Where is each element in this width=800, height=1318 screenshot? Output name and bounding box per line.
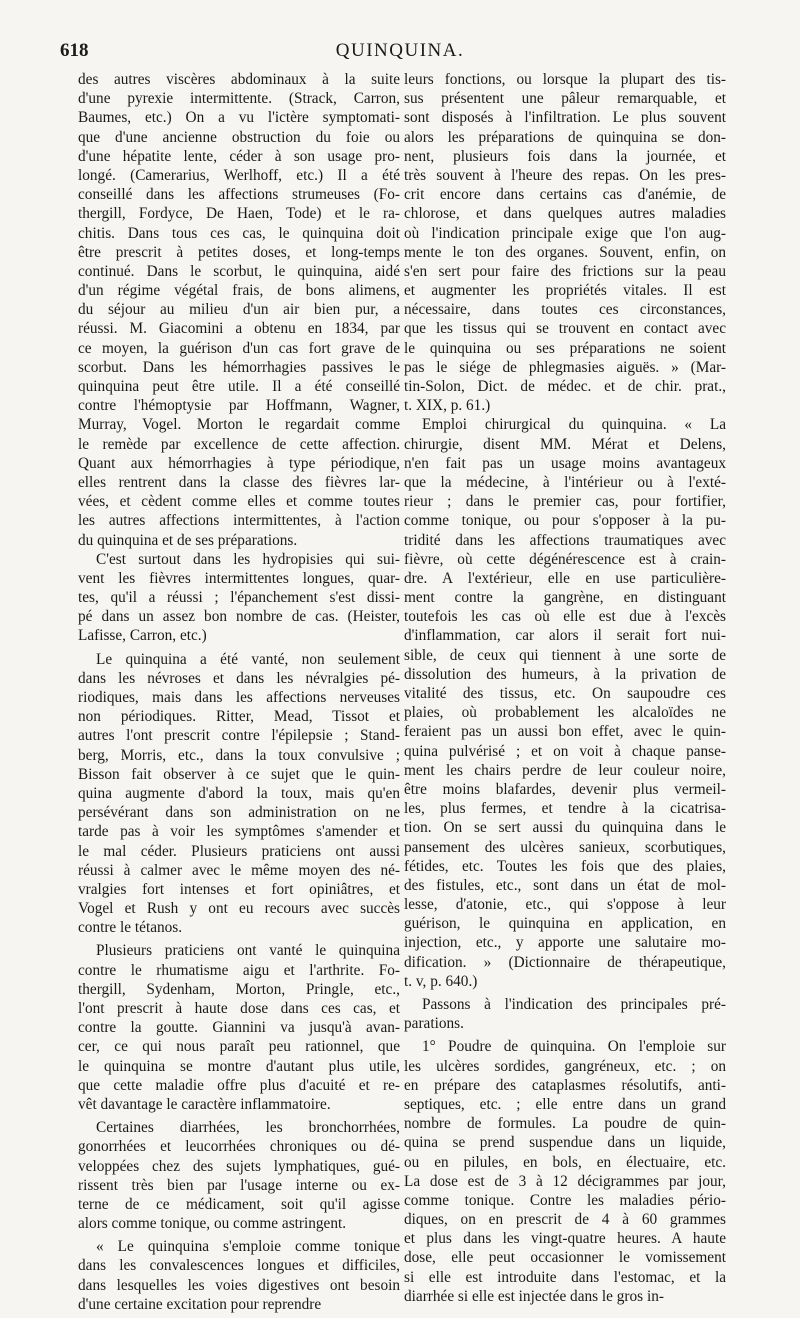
text-line: pas le siége de phlegmasies aiguës. » (Mar-: [404, 358, 726, 376]
text-line: quina pulvérisé ; et on voit à chaque panse-: [404, 742, 726, 760]
text-line: sible, de ceux qui tiennent à une sorte de: [404, 646, 726, 664]
text-line: Murray, Vogel. Morton le regardait comme: [78, 416, 400, 434]
text-line: dification. » (Dictionnaire de thérapeutique,: [404, 953, 726, 971]
text-line: plaies, où probablement les alcaloïdes ne: [404, 704, 726, 722]
text-line: fétides, etc. Toutes les fois que des plaies,: [404, 857, 726, 875]
paragraph: [78, 550, 400, 646]
text-line: être moins blafardes, devenir plus vermeil-: [404, 780, 726, 798]
text-line: n'en fait pas un usage moins avantageux: [404, 454, 726, 472]
text-line: et augmenter les propriétés vitales. Il est: [404, 282, 726, 300]
text-line: Plusieurs praticiens ont vanté le quinquina: [96, 942, 400, 960]
text-line: scorbut. Dans les hémorrhagies passives le: [78, 358, 400, 376]
text-line: chirurgie, disent MM. Mérat et Delens,: [404, 435, 726, 453]
text-line: vent les fièvres intermittentes longues, quar-: [78, 569, 400, 587]
text-line: les autres affections intermittentes, à l'action: [78, 512, 400, 530]
text-line: sont disposés à l'infiltration. Le plus souvent: [404, 109, 726, 127]
text-line: d'un régime végétal frais, de bons alimens,: [78, 282, 400, 300]
text-line: chitis. Dans tous ces cas, le quinquina doit: [78, 224, 400, 242]
text-line: comme tonique. Contre les maladies pério-: [404, 1191, 726, 1209]
text-line: être prescrit à petites doses, et long-temps: [78, 243, 400, 261]
text-line: La dose est de 3 à 12 décigrammes par jour,: [404, 1172, 726, 1190]
text-line: des fistules, etc., sont dans un état de mol-: [404, 876, 726, 894]
text-line: autres l'ont prescrit contre l'épilepsie ; Stand-: [78, 727, 400, 745]
text-line: berg, Morris, etc., dans la toux convulsive ;: [78, 746, 400, 764]
text-line: C'est surtout dans les hydropisies qui sui-: [96, 550, 400, 568]
text-line: leurs fonctions, ou lorsque la plupart des tis-: [404, 71, 726, 88]
text-line: quina se prend suspendue dans un liquide,: [404, 1134, 726, 1152]
text-line: dans les névroses et dans les névralgies pé-: [78, 669, 400, 687]
text-line: rieur ; dans le premier cas, pour fortifier,: [404, 493, 726, 511]
text-line: tion. On se sert aussi du quinquina dans le: [404, 819, 726, 837]
text-line: et plus dans les vingt-quatre heures. A haute: [404, 1230, 726, 1248]
paragraph: [78, 70, 400, 550]
text-line: alors comme tonique, ou comme astringent.: [78, 1215, 347, 1233]
text-line: quina augmente d'abord la toux, mais qu'en: [78, 784, 400, 802]
right-column: [404, 70, 726, 1310]
text-line: Le quinquina a été vanté, non seulement: [96, 650, 400, 668]
text-line: quinquina peut être utile. Il a été conseillé: [78, 378, 400, 395]
text-line: vêt davantage le caractère inflammatoire.: [78, 1095, 331, 1113]
text-line: comme tonique, ou pour s'opposer à la pu-: [404, 512, 726, 530]
text-line: le remède par excellence de cette affection.: [78, 435, 400, 453]
text-line: t. XIX, p. 61.): [404, 397, 491, 415]
text-line: en prépare des cataplasmes résolutifs, anti-: [404, 1076, 726, 1094]
text-line: très souvent à l'heure des repas. On les pres-: [404, 166, 726, 184]
text-line: que les tissus qui se trouvent en contact avec: [404, 320, 726, 338]
text-line: d'une hépatite lente, céder à son usage pro-: [78, 147, 400, 165]
paragraph: [404, 995, 726, 1033]
text-line: riodiques, mais dans les affections nerveuses: [78, 689, 400, 706]
paragraph: [78, 1118, 400, 1233]
text-line: Baumes, etc.) On a vu l'ictère symptomati-: [78, 109, 400, 127]
running-head: [60, 40, 740, 70]
text-line: pé dans un assez bon nombre de cas. (Heister,: [78, 608, 400, 626]
text-line: nent, plusieurs fois dans la journée, et: [404, 147, 726, 165]
text-line: dre. A l'extérieur, elle en use particulière-: [404, 569, 726, 587]
text-line: dans les convalescences longues et difficiles,: [78, 1257, 400, 1275]
text-line: gonorrhées et leucorrhées chroniques ou dé-: [78, 1138, 400, 1156]
text-line: Bisson fait observer à ce sujet que le quin-: [78, 765, 400, 783]
text-line: tarde pas à voir les symptômes s'amender et: [78, 823, 400, 841]
text-line: conseillé dans les affections strumeuses (Fo-: [78, 186, 400, 204]
text-line: septiques, etc. ; elle entre dans un grand: [404, 1095, 726, 1113]
text-line: chlorose, et dans quelques autres maladies: [404, 205, 726, 223]
text-line: continué. Dans le scorbut, le quinquina, aidé: [78, 262, 400, 280]
text-line: le quinquina se montre d'autant plus utile,: [78, 1057, 400, 1075]
text-line: lesse, d'atonie, etc., qui s'oppose à leur: [404, 896, 726, 914]
text-line: des autres viscères abdominaux à la suite: [78, 71, 400, 88]
text-line: nécessaire, dans toutes ces circonstances,: [404, 301, 726, 319]
text-line: nombre de formules. La poudre de quin-: [404, 1115, 726, 1133]
text-line: vralgies fort intenses et fort opiniâtres, et: [78, 880, 400, 898]
text-line: du quinquina et de ses préparations.: [78, 531, 298, 549]
text-line: vitalité des tissus, etc. On saupoudre ces: [404, 685, 726, 702]
text-line: Certaines diarrhées, les bronchorrhées,: [96, 1119, 400, 1137]
left-column: [78, 70, 400, 1318]
text-line: que la médecine, à l'intérieur ou à l'exté-: [404, 473, 726, 491]
text-line: alors les préparations de quinquina se don-: [404, 128, 726, 146]
text-line: ment contre la gangrène, en distinguant: [404, 589, 726, 607]
text-line: réussi. M. Giacomini a obtenu en 1834, par: [78, 320, 400, 338]
text-line: les ulcères sordides, gangréneux, etc. ; on: [404, 1057, 726, 1075]
text-line: contre la goutte. Giannini va jusqu'à avan-: [78, 1019, 400, 1037]
text-line: rissent très bien par l'usage interne ou ex-: [78, 1176, 400, 1194]
text-line: les, plus fermes, et tendre à la cicatrisa-: [404, 800, 726, 818]
text-line: terne de ce médicament, soit qu'il agisse: [78, 1195, 400, 1213]
text-line: Emploi chirurgical du quinquina. « La: [422, 416, 726, 434]
text-line: si elle est introduite dans l'estomac, et la: [404, 1268, 726, 1286]
text-line: contre l'hémoptysie par Hoffmann, Wagner,: [78, 397, 400, 415]
text-line: diques, on en prescrit de 4 à 60 grammes: [404, 1211, 726, 1229]
text-line: tin-Solon, Dict. de médec. et de chir. prat.,: [404, 378, 726, 395]
text-line: thergill, Fordyce, De Haen, Tode) et le ra-: [78, 205, 400, 223]
text-line: cer, ce qui nous paraît peu rationnel, que: [78, 1038, 400, 1056]
text-line: sus présentent une pâleur remarquable, et: [404, 90, 726, 108]
text-line: « Le quinquina s'emploie comme tonique: [96, 1238, 400, 1256]
paragraph: [404, 1037, 726, 1306]
text-line: s'en sert pour faire des frictions sur la peau: [404, 262, 726, 280]
running-title: QUINQUINA.: [335, 40, 465, 61]
text-line: Lafisse, Carron, etc.): [78, 627, 207, 645]
text-line: Passons à l'indication des principales pré-: [422, 996, 726, 1013]
text-line: dissolution des humeurs, à la privation de: [404, 665, 726, 683]
text-line: tridité dans les affections traumatiques avec: [404, 531, 726, 549]
text-line: fièvre, où cette dégénérescence est à crain-: [404, 550, 726, 568]
text-line: du séjour au milieu d'un air bien pur, a: [78, 301, 400, 319]
text-line: ce moyen, la guérison d'un cas fort grave de: [78, 339, 400, 357]
text-line: non périodiques. Ritter, Mead, Tissot et: [78, 708, 400, 726]
text-line: longé. (Camerarius, Werlhoff, etc.) Il a été: [78, 166, 400, 184]
paragraph: [404, 70, 726, 415]
text-line: feraient pas un aussi bon effet, avec le quin-: [404, 723, 726, 741]
text-line: réussi à calmer avec le même moyen des né-: [78, 861, 400, 879]
text-line: que cette maladie offre plus d'acuité et re-: [78, 1076, 400, 1094]
text-line: d'une certaine excitation pour reprendre: [78, 1295, 322, 1313]
text-line: mente le ton des organes. Souvent, enfin, on: [404, 243, 726, 261]
text-line: thergill, Sydenham, Morton, Pringle, etc.,: [78, 980, 400, 998]
text-line: dans lesquelles les voies digestives ont besoin: [78, 1276, 400, 1294]
text-line: le mal céder. Plusieurs praticiens ont aussi: [78, 842, 400, 860]
text-line: elles rentrent dans la classe des fièvres lar-: [78, 473, 400, 491]
text-line: diarrhée si elle est injectée dans le gros in-: [404, 1287, 664, 1305]
text-line: persévérant dans son administration on ne: [78, 804, 400, 822]
text-line: toutefois les cas où elle est due à l'excès: [404, 608, 726, 626]
text-line: guérison, le quinquina en application, en: [404, 915, 726, 933]
text-line: crit encore dans certains cas d'anémie, de: [404, 186, 726, 204]
text-line: veloppées chez des sujets lymphatiques, gué-: [78, 1157, 400, 1175]
text-line: Quant aux hémorrhagies à type périodique,: [78, 454, 400, 472]
text-line: contre le tétanos.: [78, 919, 183, 937]
text-line: ment les chairs perdre de leur couleur noire,: [404, 761, 726, 779]
text-line: t. v, p. 640.): [404, 972, 478, 990]
paragraph: [404, 415, 726, 991]
paragraph: [78, 1237, 400, 1314]
text-line: où l'indication principale exige que l'on aug-: [404, 224, 726, 242]
text-line: ou en pilules, en bols, en électuaire, etc.: [404, 1153, 726, 1171]
text-line: injection, etc., y apporte une salutaire mo-: [404, 934, 726, 952]
text-line: d'inflammation, car alors il serait fort nui-: [404, 627, 726, 645]
text-line: 1° Poudre de quinquina. On l'emploie sur: [422, 1038, 726, 1056]
text-line: l'ont prescrit à haute dose dans ces cas, et: [78, 1000, 400, 1017]
text-line: Vogel et Rush y ont eu recours avec succès: [78, 900, 400, 918]
text-line: que d'une ancienne obstruction du foie ou: [78, 128, 400, 146]
text-line: vées, et cèdent comme elles et comme toutes: [78, 493, 400, 511]
text-line: contre le rhumatisme aigu et l'arthrite. Fo-: [78, 961, 400, 979]
text-line: dose, elle peut occasionner le vomissement: [404, 1249, 726, 1267]
paragraph: [78, 941, 400, 1114]
text-line: le quinquina ou ses préparations ne soient: [404, 339, 726, 357]
paragraph: [78, 650, 400, 938]
text-line: pansement des ulcères sanieux, scorbutiques,: [404, 838, 726, 856]
text-line: d'une pyrexie intermittente. (Strack, Carron,: [78, 90, 400, 108]
text-line: parations.: [404, 1015, 464, 1033]
page-number: 618: [60, 40, 89, 61]
text-line: tes, qu'il a réussi ; l'épanchement s'est dissi-: [78, 589, 400, 607]
